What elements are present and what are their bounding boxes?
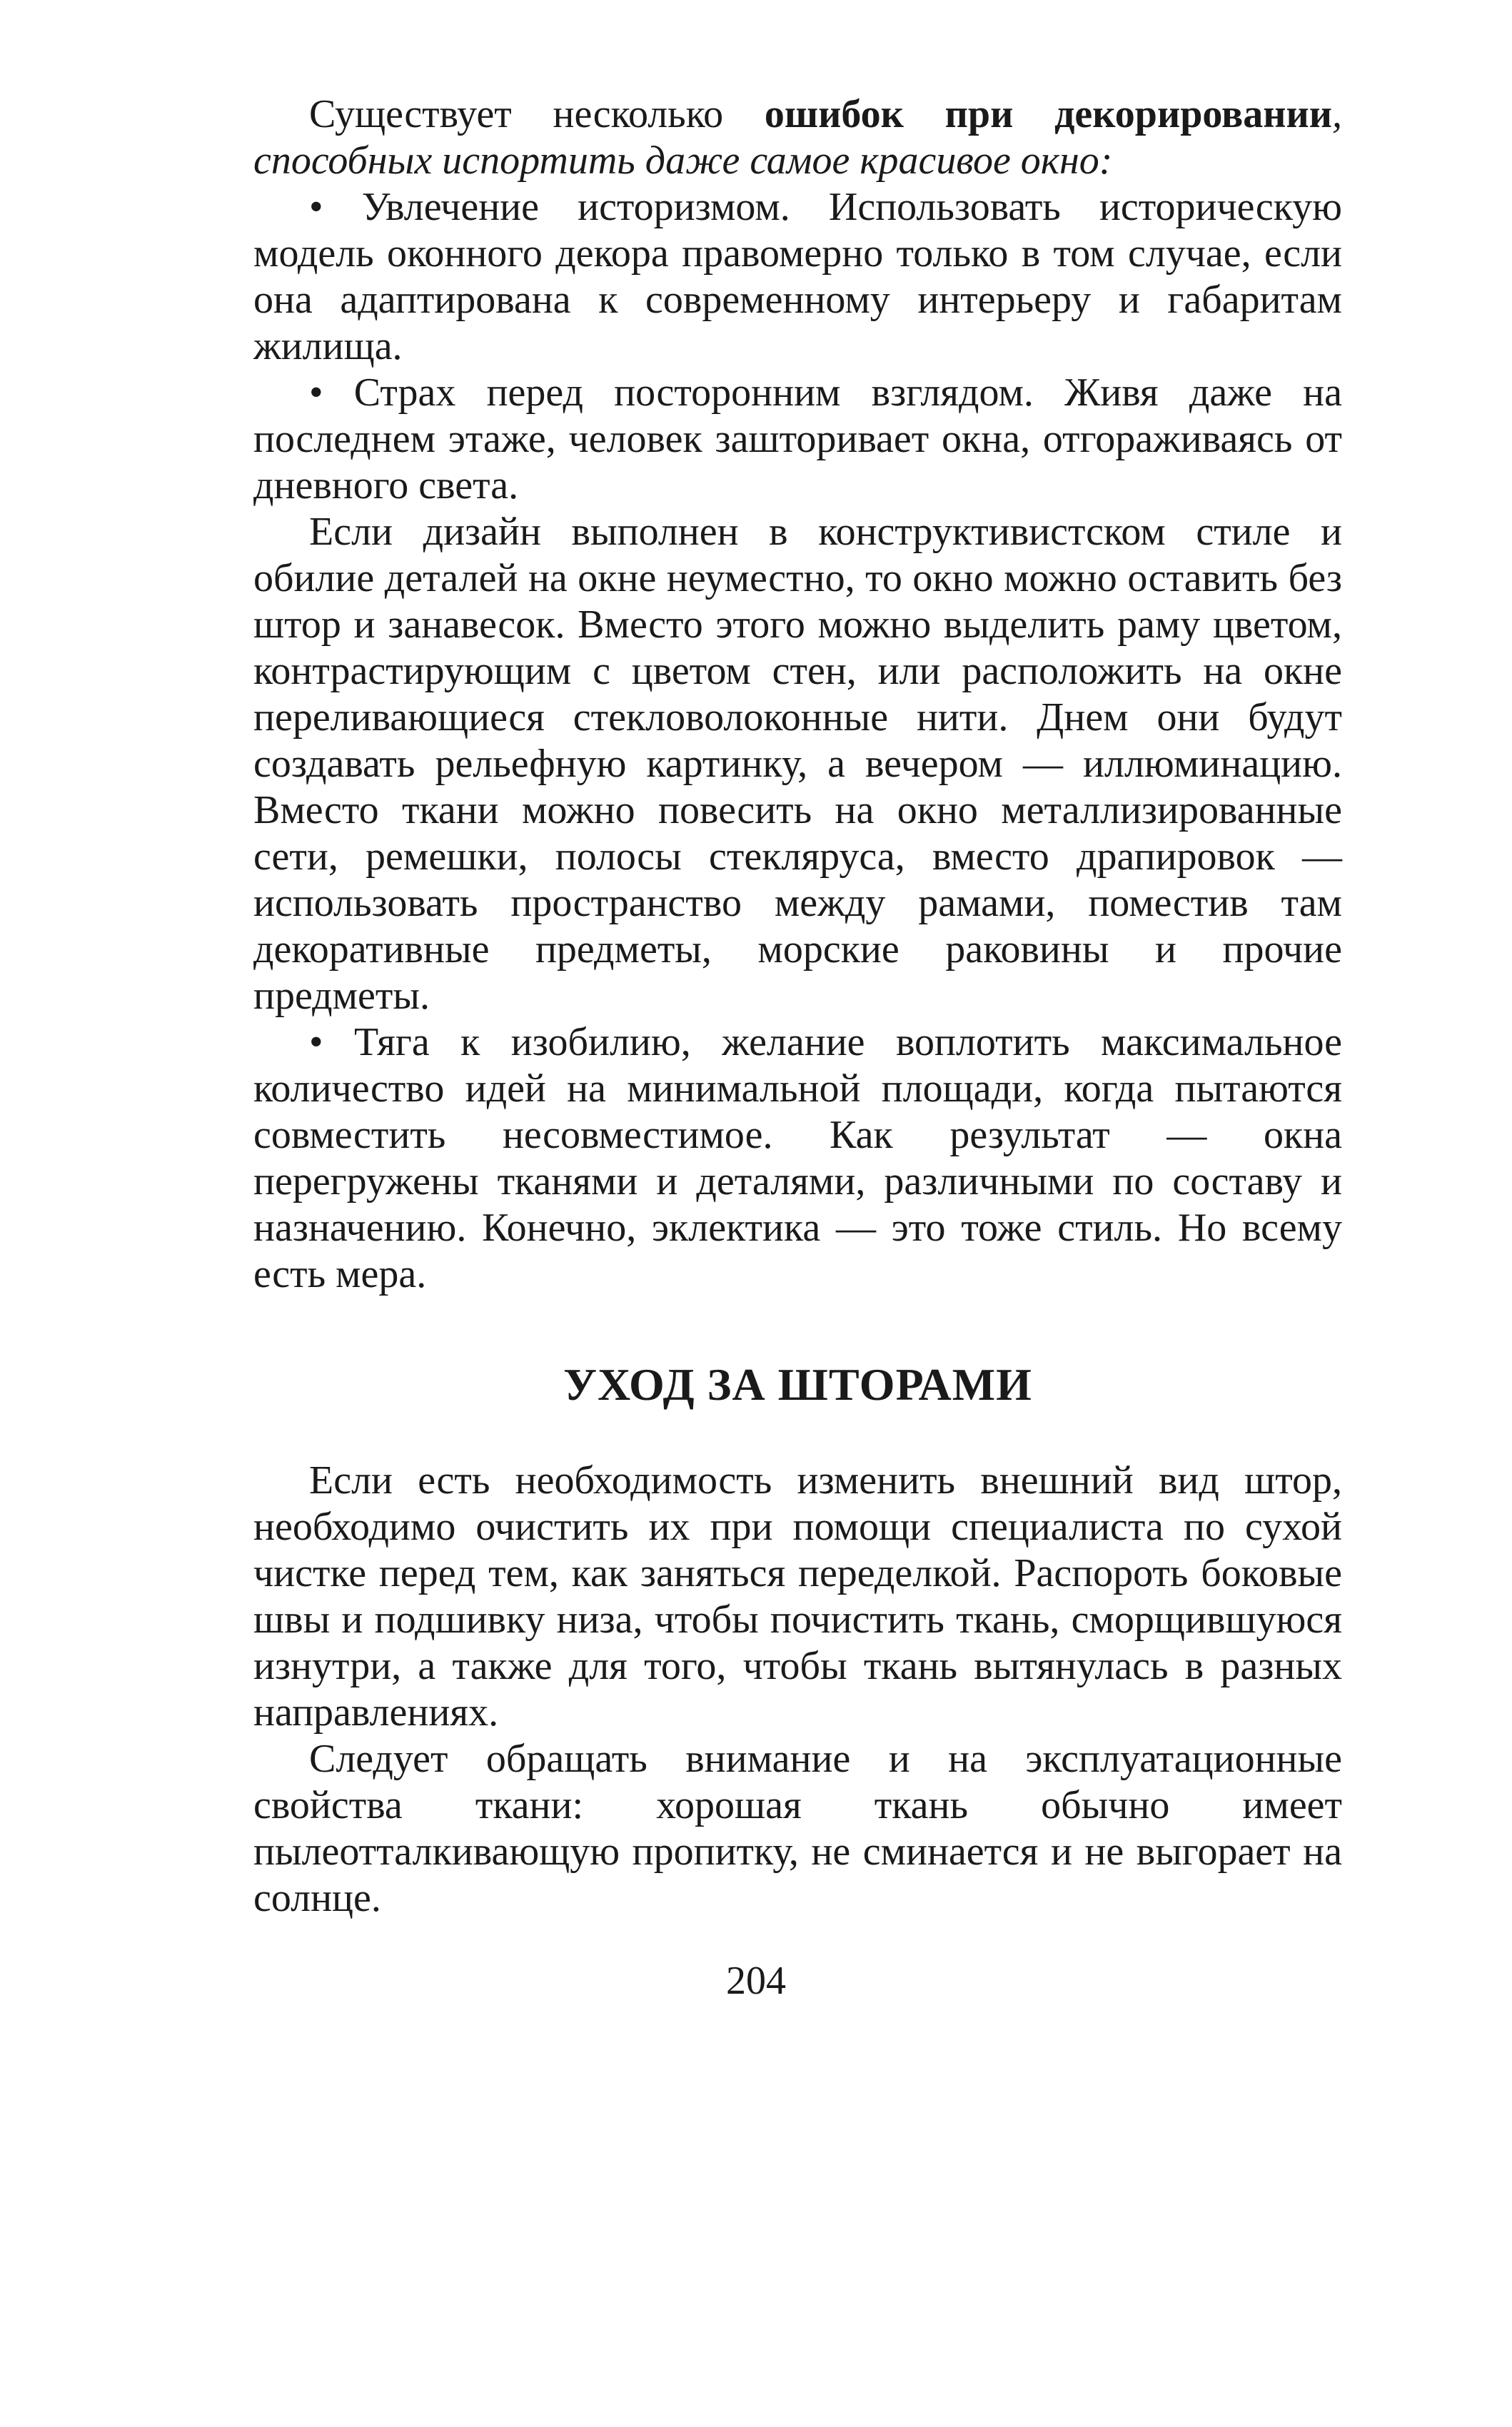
paragraph-historicism: • Увлечение историзмом. Использовать историческую модель оконного декора правомерно только в том случае, если она адаптирована к современному интерьеру и габаритам жилища. xyxy=(253,185,1342,368)
lower-text-block xyxy=(253,1458,1342,1922)
paragraph-constructivism: Если дизайн выполнен в конструктивистском стиле и обилие деталей на окне неуместно, то окно можно оставить без штор и занавесок. Вместо этого можно выделить раму цветом, контрастирующим с цветом стен, или расположить на окне переливающиеся стекловолоконные нити. Днем они будут создавать рельефную картинку, а вечером — иллюминацию. Вместо ткани можно повесить на окно металлизированные сети, ремешки, полосы стекляруса, вместо драпировок — использовать пространство между рамами, поместив там декоративные предметы, морские раковины и прочие предметы. xyxy=(253,510,1342,1018)
section-title: УХОД ЗА ШТОРАМИ xyxy=(563,1359,1032,1410)
paragraph-fear-of-gaze: • Страх перед посторонним взглядом. Живя даже на последнем этаже, человек зашторивает окна, отгораживаясь от дневного света. xyxy=(253,370,1342,508)
intro-bold-phrase: ошибок при декорировании xyxy=(764,92,1332,136)
section-heading-wrap xyxy=(253,1356,1342,1413)
intro-lead: Существует несколько xyxy=(309,92,765,136)
page-number: 204 xyxy=(726,1959,786,2003)
paragraph-abundance: • Тяга к изобилию, желание воплотить максимальное количество идей на минимальной площади, когда пытаются совместить несовместимое. Как результат — окна перегружены тканями и деталями, различными по составу и назначению. Конечно, эклектика — это тоже стиль. Но всему есть мера. xyxy=(253,1020,1342,1296)
paragraph-fabric-properties: Следует обращать внимание и на эксплуатационные свойства ткани: хорошая ткань обычно имеет пылеотталкивающую пропитку, не сминается и не выгорает на солнце. xyxy=(253,1737,1342,1920)
paragraph-cleaning: Если есть необходимость изменить внешний вид штор, необходимо очистить их при помощи специалиста по сухой чистке перед тем, как заняться переделкой. Распороть боковые швы и подшивку низа, чтобы почистить ткань, сморщившуюся изнутри, а также для того, чтобы ткань вытянулась в разных направлениях. xyxy=(253,1458,1342,1735)
intro-paragraph xyxy=(253,91,1342,184)
upper-text-block xyxy=(253,91,1342,1298)
intro-italic-phrase: , способных испортить даже самое красивое окно: xyxy=(253,92,1342,183)
